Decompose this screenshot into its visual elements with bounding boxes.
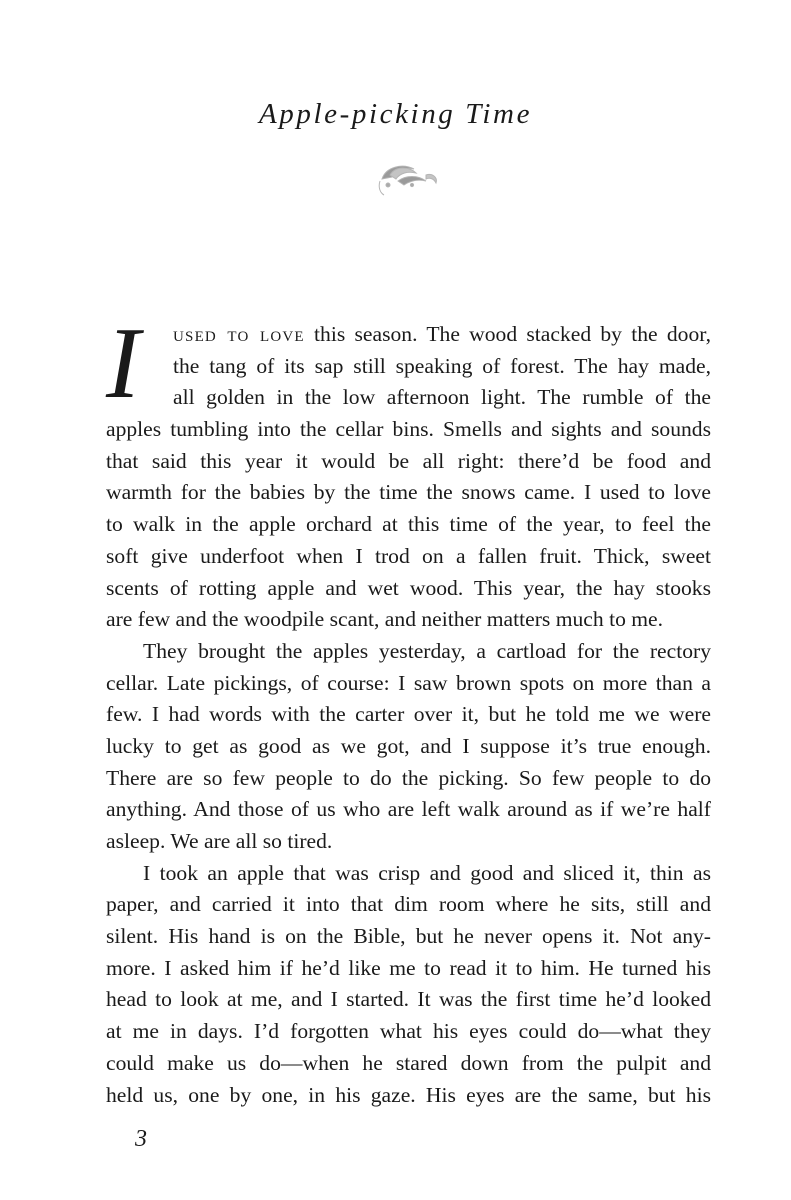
text-line: scents of rotting apple and wet wood. This year, the hay stooks <box>106 575 711 600</box>
text-line: to walk in the apple orchard at this time of the year, to feel the <box>106 512 711 537</box>
text-line: silent. His hand is on the Bible, but he never opens it. Not any- <box>106 924 711 949</box>
text-line: anything. And those of us who are left walk around as if we’re half <box>106 797 711 822</box>
page-number: 3 <box>135 1126 147 1152</box>
text-line: There are so few people to do the picking. So few people to do <box>106 765 711 790</box>
text-line: could make us do—when he stared down from the pulpit and <box>106 1050 711 1075</box>
text-line: head to look at me, and I started. It was the first time he’d looked <box>106 987 711 1012</box>
text-line: soft give underfoot when I trod on a fallen fruit. Thick, sweet <box>106 543 711 568</box>
text-line: used to love this season. The wood stacked by the door, <box>173 322 711 346</box>
text-line: the tang of its sap still speaking of forest. The hay made, <box>173 353 711 378</box>
text-line: lucky to get as good as we got, and I suppose it’s true enough. <box>106 733 711 758</box>
text-line: are few and the woodpile scant, and neither matters much to me. <box>106 607 664 632</box>
text-line: few. I had words with the carter over it, but he told me we were <box>106 702 711 727</box>
text-line: apples tumbling into the cellar bins. Smells and sights and sounds <box>106 417 711 442</box>
text-line: cellar. Late pickings, of course: I saw brown spots on more than a <box>106 670 711 695</box>
opening-smallcaps: used to love <box>173 322 305 346</box>
leaf-ornament-icon <box>368 155 444 197</box>
text-line: paper, and carried it into that dim room where he sits, still and <box>106 892 711 917</box>
text-line: They brought the apples yesterday, a cartload for the rectory <box>143 638 711 663</box>
text-line: I took an apple that was crisp and good and sliced it, thin as <box>143 860 711 885</box>
text-line: asleep. We are all so tired. <box>106 829 333 853</box>
text-line: more. I asked him if he’d like me to read it to him. He turned his <box>106 955 711 980</box>
text-line: warmth for the babies by the time the snows came. I used to love <box>106 480 711 505</box>
text-line: that said this year it would be all right: there’d be food and <box>106 448 711 473</box>
body-text <box>106 307 711 1111</box>
text-line: at me in days. I’d forgotten what his eyes could do—what they <box>106 1019 711 1044</box>
drop-cap: I <box>106 307 140 420</box>
text-line: all golden in the low afternoon light. The rumble of the <box>173 385 711 410</box>
text-line: held us, one by one, in his gaze. His eyes are the same, but his <box>106 1082 711 1107</box>
chapter-title: Apple-picking Time <box>258 98 533 130</box>
